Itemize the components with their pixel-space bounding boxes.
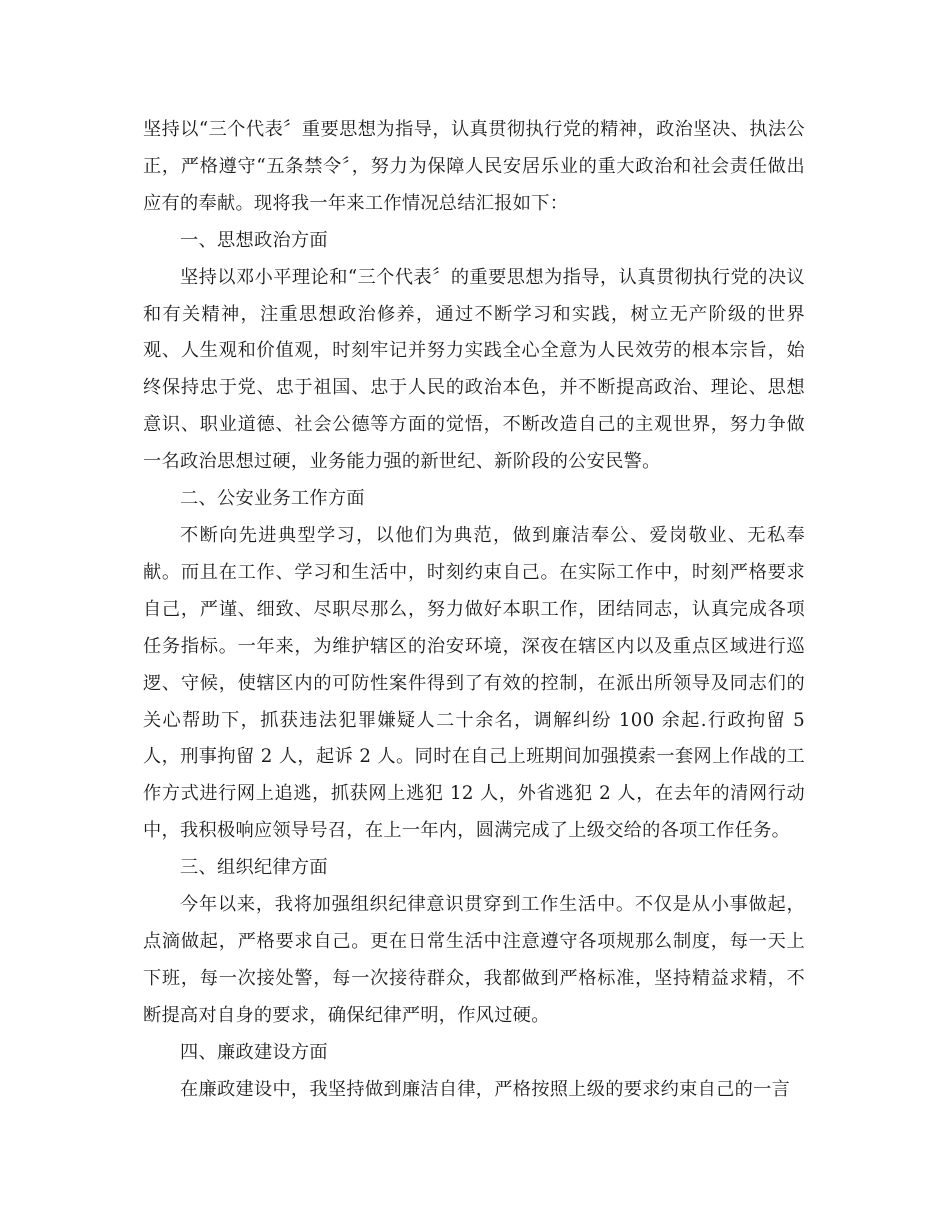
section-heading-police-work: 二、公安业务工作方面 bbox=[180, 488, 365, 510]
ideology-paragraph: 坚持以邓小平理论和“三个代表〞的重要思想为指导，认真贯彻执行党的决议和有关精神，注重思想政治修养，通过不断学习和实践，树立无产阶级的世界观、人生观和价值观，时刻牢记并努力实践全心全意为人民效劳的根本宗旨，始终保持忠于党、忠于祖国、忠于人民的政治本色，并不断提高政治、理论、思想意识、职业道德、社会公德等方面的觉悟，不断改造自己的主观世界，努力争做一名政治思想过硬，业务能力强的新世纪、新阶段的公安民警。 bbox=[143, 266, 805, 473]
section-heading-discipline: 三、组织纪律方面 bbox=[180, 857, 328, 879]
integrity-paragraph: 在廉政建设中，我坚持做到廉洁自律，严格按照上级的要求约束自己的一言 bbox=[180, 1078, 791, 1100]
section-heading-ideology: 一、思想政治方面 bbox=[180, 229, 328, 251]
police-work-paragraph: 不断向先进典型学习，以他们为典范，做到廉洁奉公、爱岗敬业、无私奉献。而且在工作、学习和生活中，时刻约束自己。在实际工作中，时刻严格要求自己，严谨、细致、尽职尽那么，努力做好本职工作，团结同志，认真完成各项任务指标。一年来，为维护辖区的治安环境，深夜在辖区内以及重点区域进行巡逻、守候，使辖区内的可防性案件得到了有效的控制，在派出所领导及同志们的关心帮助下，抓获违法犯罪嫌疑人二十余名，调解纠纷 100 余起.行政拘留 5 人，刑事拘留 2 人，起诉 2 人。同时在自己上班期间加强摸索一套网上作战的工作方式进行网上追逃，抓获网上逃犯 12 人，外省逃犯 2 人，在去年的清网行动中，我积极响应领导号召，在上一年内，圆满完成了上级交给的各项工作任务。 bbox=[143, 524, 805, 842]
section-heading-integrity: 四、廉政建设方面 bbox=[180, 1041, 328, 1063]
document-body bbox=[143, 112, 805, 1108]
intro-paragraph: 坚持以“三个代表〞重要思想为指导，认真贯彻执行党的精神，政治坚决、执法公正，严格遵守“五条禁令〞，努力为保障人民安居乐业的重大政治和社会责任做出应有的奉献。现将我一年来工作情况总结汇报如下： bbox=[143, 119, 805, 214]
discipline-paragraph: 今年以来，我将加强组织纪律意识贯穿到工作生活中。不仅是从小事做起，点滴做起，严格要求自己。更在日常生活中注意遵守各项规那么制度，每一天上下班，每一次接处警，每一次接待群众，我都做到严格标准，坚持精益求精，不断提高对自身的要求，确保纪律严明，作风过硬。 bbox=[143, 894, 805, 1026]
